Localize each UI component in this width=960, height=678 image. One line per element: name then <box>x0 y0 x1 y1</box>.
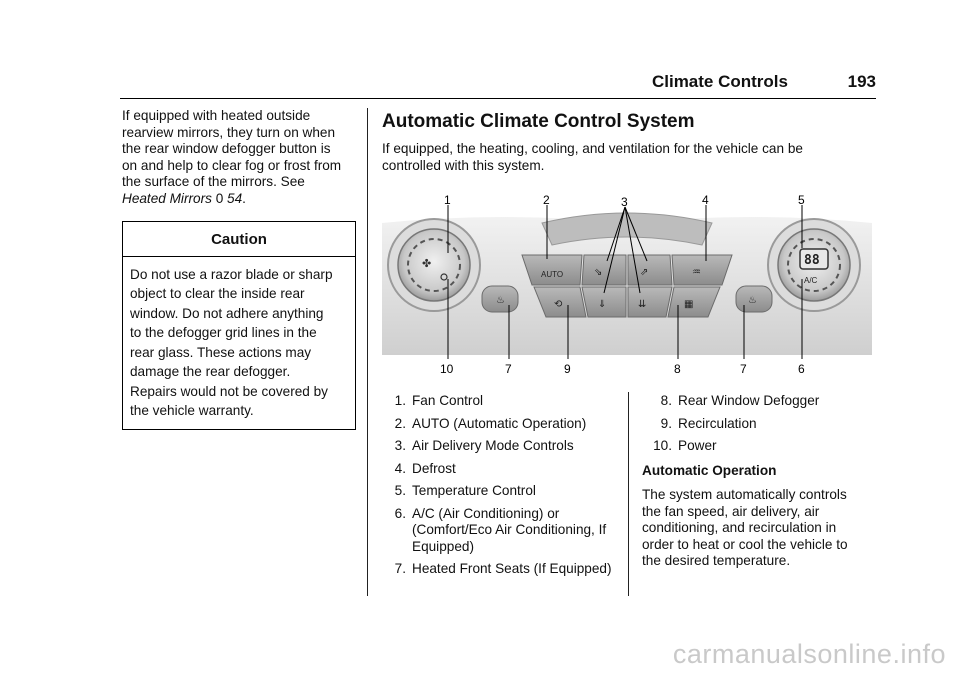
list-divider <box>628 392 629 596</box>
list-item: 7. Heated Front Seats (If Equipped) <box>394 561 612 576</box>
section-heading: Automatic Climate Control System <box>382 111 695 132</box>
callout-3: 3 <box>621 195 628 209</box>
callout-5: 5 <box>798 193 805 207</box>
legend-list-a <box>384 393 624 584</box>
mode-button-lower-right <box>628 287 672 317</box>
caution-title: Caution <box>123 222 355 257</box>
fan-icon: ✤ <box>422 257 432 270</box>
page-ref-arrow-icon: 0 <box>215 190 224 206</box>
callout-7-right: 7 <box>740 362 747 376</box>
rear-defog-icon: ▦ <box>684 299 694 310</box>
callout-4: 4 <box>702 193 709 207</box>
vent-defrost-icon: ⇗ <box>640 267 649 278</box>
callout-6: 6 <box>798 362 805 376</box>
left-seat-heat-icon: ♨ <box>496 295 505 306</box>
climate-panel-illustration <box>382 193 872 378</box>
recirculation-icon: ⟲ <box>554 299 563 310</box>
page-number: 193 <box>847 72 876 91</box>
callout-7-left: 7 <box>505 362 512 376</box>
page-header <box>120 70 876 96</box>
callout-1: 1 <box>444 193 451 207</box>
column-divider <box>367 108 368 596</box>
mode-button-upper <box>582 255 626 285</box>
defrost-icon: ♒ <box>692 267 701 278</box>
heated-mirrors-link[interactable]: Heated Mirrors <box>122 190 212 206</box>
auto-button-label: AUTO <box>541 270 564 279</box>
callout-8: 8 <box>674 362 681 376</box>
temperature-control-knob <box>768 219 860 311</box>
list-item: 3. Air Delivery Mode Controls <box>394 438 574 453</box>
vent-face-icon: ⇘ <box>594 267 603 278</box>
vent-floor-icon: ⇓ <box>598 299 607 310</box>
intro-paragraph: If equipped, the heating, cooling, and ventilation for the vehicle can be controlled with this system. <box>382 141 803 173</box>
heated-mirrors-page[interactable]: 54 <box>227 190 243 206</box>
fan-control-knob <box>388 219 480 311</box>
right-seat-heat-icon: ♨ <box>748 295 757 306</box>
watermark: carmanualsonline.info <box>672 639 946 669</box>
legend-list-b <box>642 393 872 461</box>
list-item: 2. AUTO (Automatic Operation) <box>394 415 587 431</box>
caution-box <box>122 221 356 430</box>
caution-body: Do not use a razor blade or sharp object to clear the inside rear window. Do not adhere anything to the defogger grid lines in the rear glass. These actions may damage the rear defogger. Repairs would not be covered by the vehicle warranty. <box>130 266 333 418</box>
ac-label: A/C <box>804 276 818 285</box>
list-item: 8. Rear Window Defogger <box>660 393 820 408</box>
list-item: 9. Recirculation <box>660 415 757 431</box>
section-title: Climate Controls <box>651 72 788 91</box>
list-item: 5. Temperature Control <box>394 483 536 498</box>
callout-9: 9 <box>564 362 571 376</box>
callout-10: 10 <box>440 362 454 376</box>
list-item: 4. Defrost <box>394 460 456 476</box>
automatic-operation-heading: Automatic Operation <box>642 463 777 478</box>
temp-display: 88 <box>804 253 820 268</box>
list-item: 10. Power <box>653 438 717 453</box>
defrost-button <box>672 255 732 285</box>
vent-floor-face-icon: ⇊ <box>638 299 647 310</box>
callout-2: 2 <box>543 193 550 207</box>
automatic-operation-paragraph: The system automatically controls the fan speed, air delivery, air conditioning, and recirculation in order to heat or cool the vehicle to the desired temperature. <box>642 487 848 568</box>
header-rule <box>120 98 876 99</box>
climate-control-figure <box>382 193 872 378</box>
mirrors-paragraph: If equipped with heated outside rearview mirrors, they turn on when the rear window defogger button is on and help to clear fog or frost from the surface of the mirrors. See Heated Mirrors 0 54. <box>122 108 342 206</box>
list-item: 1. Fan Control <box>394 393 484 408</box>
left-column <box>122 108 356 430</box>
list-item: 6. A/C (Air Conditioning) or (Comfort/Eco Air Conditioning, If Equipped) <box>394 505 607 554</box>
